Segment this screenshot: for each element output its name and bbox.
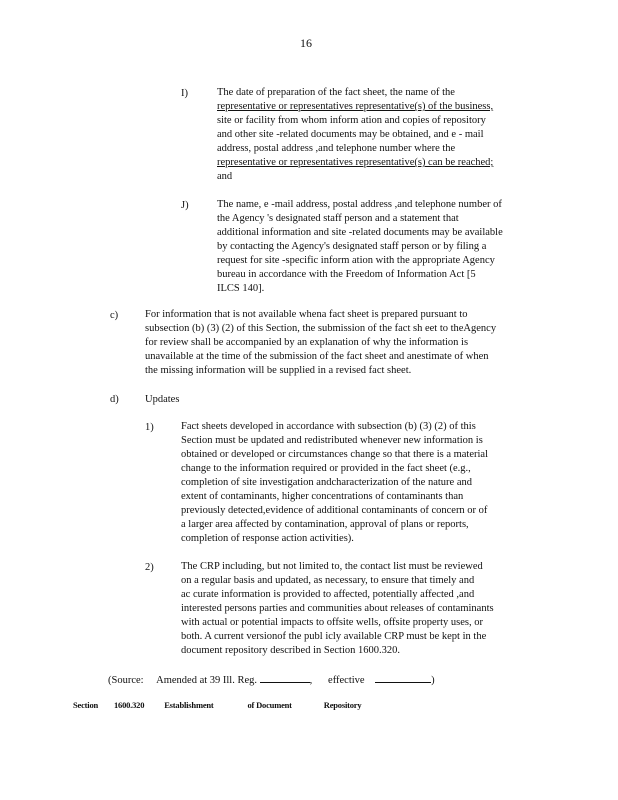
subitem-1-line-2: Section must be updated and redistributed whenever new information is	[181, 435, 483, 446]
item-i-line-5: address, postal address ,and telephone number where the	[217, 143, 456, 154]
item-i-line-4: and other site -related documents may be obtained, and e - mail	[217, 129, 484, 140]
section-c-label: c)	[110, 310, 119, 321]
item-j-line-3: additional information and site -related documents may be available	[217, 227, 503, 238]
section-c-line-2: subsection (b) (3) (2) of this Section, the submission of the fact sh eet to theAgency	[145, 323, 497, 334]
effective-date-blank	[375, 672, 431, 683]
subitem-1-text	[181, 420, 527, 546]
subitem-2-line-4: interested persons parties and communities about releases of contaminants	[181, 603, 494, 614]
subitem-2-line-1: The CRP including, but not limited to, the contact list must be reviewed	[181, 561, 483, 572]
item-i-line-2-text: representative or representatives representative(s) of the business,	[217, 101, 494, 112]
item-j-line-2: the Agency 's designated staff person and a statement that	[217, 213, 459, 224]
section-d-label: d)	[110, 394, 119, 405]
item-j-text	[217, 198, 537, 296]
source-prefix: (Source:	[108, 675, 144, 686]
source-amended: Amended at 39 Ill. Reg.	[156, 675, 258, 686]
section-c-line-4: unavailable at the time of the submission of the fact sheet and anestimate of when	[145, 351, 489, 362]
page-number: 16	[300, 36, 312, 50]
item-j-line-5: request for site -specific inform ation with the appropriate Agency	[217, 255, 495, 266]
item-j-line-7: ILCS 140].	[217, 283, 265, 294]
subitem-1-line-1: Fact sheets developed in accordance with subsection (b) (3) (2) of this	[181, 421, 476, 432]
subitem-1-label: 1)	[145, 422, 154, 433]
source-comma: ,	[309, 675, 313, 686]
subitem-1-line-4: change to the information required or provided in the fact sheet (e.g.,	[181, 463, 471, 474]
item-j-line-6: bureau in accordance with the Freedom of Information Act [5	[217, 269, 476, 280]
subitem-1-line-5: completion of site investigation andcharacterization of the nature and	[181, 477, 472, 488]
subitem-2-text	[181, 560, 537, 658]
subitem-1-line-8: a larger area affected by contamination, approval of plans or reports,	[181, 519, 469, 530]
subitem-1-line-3: obtained or developed or circumstances change so that there is a material	[181, 449, 489, 460]
item-label-i: I)	[181, 88, 188, 99]
item-i-line-6-text: representative or representatives representative(s) can be reached;	[217, 157, 494, 168]
subitem-2-line-7: document repository described in Section 1600.320.	[181, 645, 400, 656]
section-number: 1600.320	[113, 700, 145, 710]
item-label-j: J)	[181, 200, 189, 211]
section-d-heading: Updates	[145, 394, 180, 405]
section-word: Section	[73, 700, 99, 710]
section-c-line-5: the missing information will be supplied in a revised fact sheet.	[145, 365, 412, 376]
subitem-2-line-6: both. A current versionof the publ icly available CRP must be kept in the	[181, 631, 487, 642]
subitem-1-line-9: completion of response action activities).	[181, 533, 354, 544]
section-c-text	[145, 308, 537, 378]
item-i-line-3: site or facility from whom inform ation and copies of repository	[217, 115, 486, 126]
item-i-text	[217, 86, 527, 184]
section-heading	[73, 700, 361, 710]
subitem-1-line-6: extent of contaminants, higher concentrations of contaminants than	[181, 491, 464, 502]
item-i-line-1: The date of preparation of the fact sheet, the name of the	[217, 87, 455, 98]
subitem-2-line-3: ac curate information is provided to affected, potentially affected ,and	[181, 589, 475, 600]
item-i-line-2	[217, 100, 527, 114]
subitem-2-label: 2)	[145, 562, 154, 573]
section-title-3: Repository	[323, 700, 362, 710]
item-i-line-7: and	[217, 171, 233, 182]
source-effective: effective	[328, 675, 365, 686]
section-title-2: of Document	[247, 700, 292, 710]
register-blank	[260, 672, 310, 683]
item-j-line-1: The name, e -mail address, postal address ,and telephone number of	[217, 199, 502, 210]
section-c-line-3: for review shall be accompanied by an explanation of why the information is	[145, 337, 469, 348]
subitem-2-line-5: with actual or potential impacts to offsite wells, offsite property uses, or	[181, 617, 484, 628]
subitem-1-line-7: previously detected,evidence of additional contaminants of concern or of	[181, 505, 488, 516]
subitem-2-line-2: on a regular basis and updated, as necessary, to ensure that timely and	[181, 575, 475, 586]
section-c-line-1: For information that is not available whena fact sheet is prepared pursuant to	[145, 309, 468, 320]
item-j-line-4: by contacting the Agency's designated staff person or by filing a	[217, 241, 487, 252]
source-note	[108, 672, 435, 686]
section-title-1: Establishment	[164, 700, 214, 710]
item-i-line-6	[217, 156, 527, 170]
source-suffix: )	[431, 675, 435, 686]
